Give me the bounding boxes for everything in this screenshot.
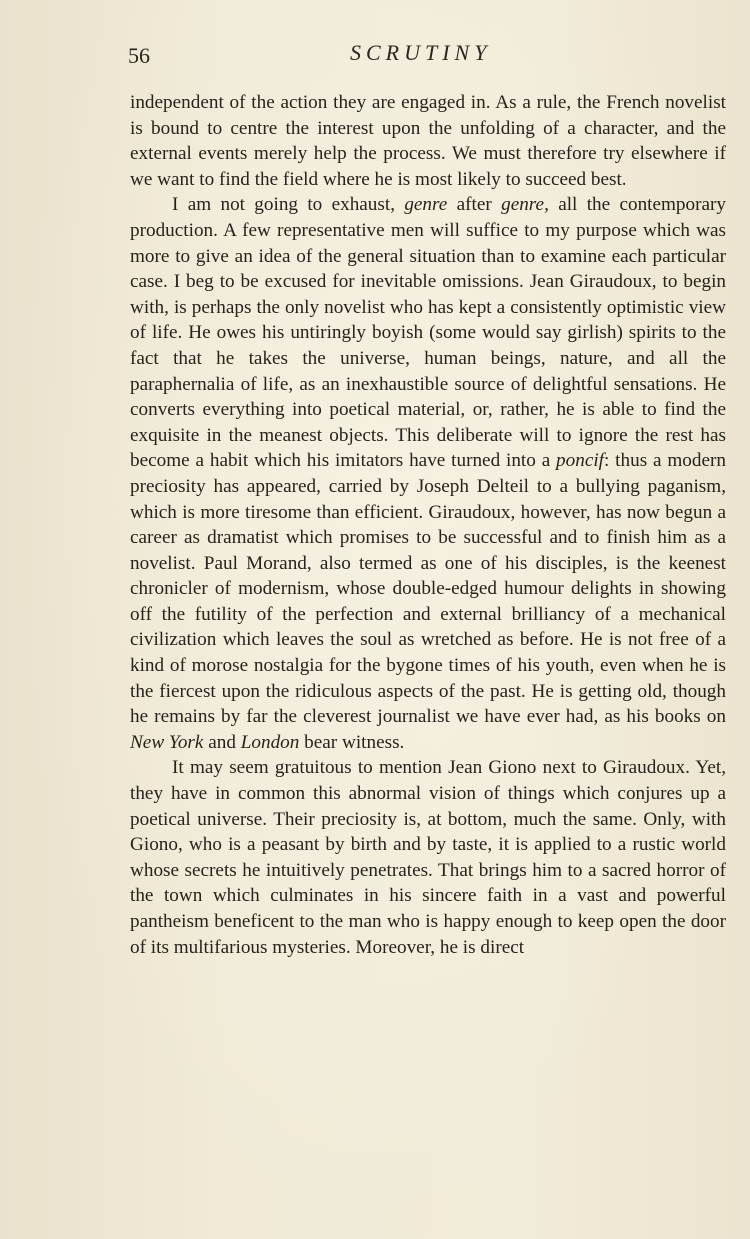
paragraph-2-segment-3: after [447, 194, 502, 216]
paragraph-3 [130, 755, 726, 960]
paragraph-2-segment-9: and [203, 731, 241, 753]
paragraph-2-segment-7: : thus a modern preciosity has appeared, carried by Joseph Delteil to a bullying paganism, which is more tiresome than efficient. Giraudoux, however, has now begun a career as dramatist which promises to be successful and to finish him as a novelist. Paul Morand, also termed as one of his disciples, is the keenest chronicler of modernism, whose double-edged humour delights in showing off the futility of the perfection and external brilliancy of a mechanical civilization which leaves the soul as wretched as before. He is not free of a kind of morose nostalgia for the bygone times of his youth, even when he is the fiercest upon the ridiculous aspects of the past. He is getting old, though he remains by far the cleverest journalist we have ever had, as his books on [130, 450, 726, 728]
body-text [130, 90, 726, 960]
paragraph-2-segment-1: I am not going to exhaust, [172, 194, 405, 216]
paragraph-1-segment-1: independent of the action they are engaged in. As a rule, the French novelist is bound to centre the interest upon the unfolding of a character, and the external events merely help the process. We must therefore try elsewhere if we want to find the field where he is most likely to succeed best. [130, 92, 726, 190]
running-head: SCRUTINY [350, 40, 492, 65]
page-number: 56 [128, 43, 150, 68]
paragraph-2-segment-4: genre, [501, 194, 549, 216]
paragraph-2-segment-11: bear witness. [299, 731, 405, 753]
paragraph-2-segment-5: all the contemporary production. A few representative men will suffice to my purpose which was more to give an idea of the general situation than to examine each particular case. I beg to be excused for inevitable omissions. Jean Giraudoux, to begin with, is perhaps the only novelist who has kept a consistently optimistic view of life. He owes his untiringly boyish (some would say girlish) spirits to the fact that he takes the universe, human beings, nature, and all the paraphernalia of life, as an inexhaustible source of delightful sensations. He converts everything into poetical material, or, rather, he is able to find the exquisite in the meanest objects. This deliberate will to ignore the rest has become a habit which his imitators have turned into a [130, 194, 727, 472]
paragraph-2-segment-6: poncif [556, 450, 605, 472]
page-header [128, 40, 728, 74]
paragraph-2-segment-8: New York [130, 731, 204, 753]
paragraph-2-segment-10: London [240, 731, 300, 753]
paragraph-1 [130, 90, 726, 192]
paragraph-3-segment-1: It may seem gratuitous to mention Jean Giono next to Giraudoux. Yet, they have in common this abnormal vision of things which conjures up a poetical universe. Their preciosity is, at bottom, much the same. Only, with Giono, who is a peasant by birth and by taste, it is applied to a rustic world whose secrets he intuitively penetrates. That brings him to a sacred horror of the town which culminates in his sincere faith in a vast and powerful pantheism beneficent to the man who is happy enough to keep open the door of its multifarious mysteries. Moreover, he is direct [130, 757, 726, 958]
paragraph-2 [130, 192, 726, 755]
paragraph-2-segment-2: genre [404, 194, 448, 216]
